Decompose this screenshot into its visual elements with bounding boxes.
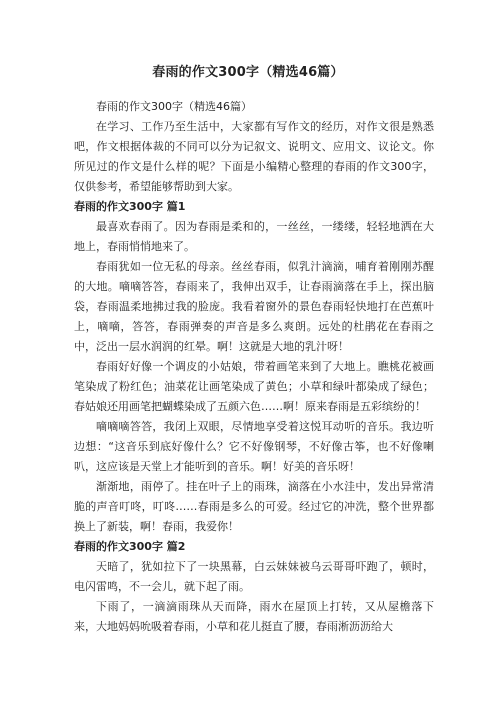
section-heading: 春雨的作文300字 篇1 — [74, 200, 186, 213]
paragraph: 天暗了，犹如拉下了一块黑幕，白云妹妹被乌云哥哥吓跑了，顿时，电闪雷鸣，不一会儿，就下起了雨。 — [74, 560, 434, 593]
paragraph: 下雨了，一滴滴雨珠从天而降，雨水在屋顶上打转，又从屋檐落下来，大地妈妈吮吸着春雨，小草和花儿挺直了腰，春雨淅沥沥给大 — [74, 600, 434, 633]
document-body — [74, 97, 434, 637]
paragraph: 嘀嘀嘀答答，我闭上双眼，尽情地享受着这悦耳动听的音乐。我边听边想：“这音乐到底好像什么？它不好像钢琴，不好像古筝，也不好像喇叭，这应该是天堂上才能听到的音乐。啊！好美的音乐呀！ — [74, 420, 434, 473]
paragraph: 春雨犹如一位无私的母亲。丝丝春雨，似乳汁滴滴，哺育着刚刚苏醒的大地。嘀嘀答答，春雨来了，我伸出双手，让春雨滴落在手上，探出脑袋，春雨温柔地拂过我的脸庞。我看着窗外的景色春雨轻快地打在芭蕉叶上，嘀嘀，答答，春雨弹奏的声音是多么爽朗。远处的杜鹃花在春雨之中，泛出一层水润润的红晕。啊！这就是大地的乳汁呀！ — [74, 260, 434, 353]
paragraph: 最喜欢春雨了。因为春雨是柔和的，一丝丝，一缕缕，轻轻地洒在大地上，春雨悄悄地来了。 — [74, 220, 434, 253]
document-title: 春雨的作文300字（精选46篇） — [152, 65, 344, 80]
section-heading: 春雨的作文300字 篇2 — [74, 540, 186, 553]
paragraph: 春雨好好像一个调皮的小姑娘，带着画笔来到了大地上。瞧桃花被画笔染成了粉红色；油菜花让画笔染成了黄色；小草和绿叶都染成了绿色；春姑娘还用画笔把蝴蝶染成了五颜六色……啊！原来春雨是五彩缤纷的！ — [74, 360, 434, 413]
paragraph: 渐渐地，雨停了。挂在叶子上的雨珠，滴落在小水洼中，发出异常清脆的声音叮咚，叮咚……春雨是多么的可爱。经过它的冲洗，整个世界都换上了新装，啊！春雨，我爱你！ — [74, 480, 434, 533]
paragraph: 春雨的作文300字（精选46篇） — [96, 100, 252, 113]
paragraph: 在学习、工作乃至生活中，大家都有写作文的经历，对作文很是熟悉吧，作文根据体裁的不同可以分为记叙文、说明文、应用文、议论文。你所见过的作文是什么样的呢？下面是小编精心整理的春雨的作文300字，仅供参考，希望能够帮助到大家。 — [74, 120, 434, 193]
